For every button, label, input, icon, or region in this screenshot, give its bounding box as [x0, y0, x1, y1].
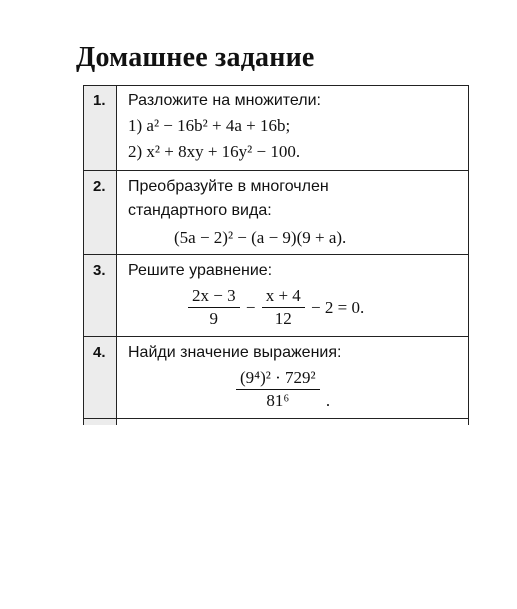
equation [188, 286, 366, 329]
task-instruction: стандартного вида: [128, 202, 272, 219]
task-item: 2) x² + 8xy + 16y² − 100. [128, 142, 301, 161]
task-number: 2. [93, 178, 106, 195]
numerator: (9⁴)² · 729² [236, 368, 320, 390]
task-table [83, 85, 469, 425]
task-instruction: Разложите на множители: [128, 92, 321, 109]
page-title: Домашнее задание [76, 42, 315, 73]
task-number: 3. [93, 262, 106, 279]
fraction [262, 286, 305, 329]
task-instruction: Преобразуйте в многочлен [128, 178, 329, 195]
denominator: 9 [209, 309, 219, 328]
task-instruction: Решите уравнение: [128, 262, 273, 279]
task-instruction: Найди значение выражения: [128, 344, 342, 361]
fraction [236, 368, 320, 411]
task-number: 4. [93, 344, 106, 361]
numerator: 2x − 3 [188, 286, 240, 308]
row-divider [84, 254, 468, 255]
row-divider [84, 418, 468, 419]
numerator: x + 4 [262, 286, 305, 308]
denominator: 12 [274, 309, 292, 328]
row-divider [84, 336, 468, 337]
task-number: 1. [93, 92, 106, 109]
fraction [188, 286, 240, 329]
task-item: 1) a² − 16b² + 4a + 16b; [128, 116, 291, 135]
expression-tail: . [325, 391, 331, 410]
equation-tail: − 2 = 0. [311, 297, 365, 317]
number-column [84, 86, 117, 425]
denominator: 81⁶ [266, 391, 290, 410]
expression [236, 368, 332, 411]
row-divider [84, 170, 468, 171]
task-expression: (5a − 2)² − (a − 9)(9 + a). [174, 228, 347, 247]
minus-sign: − [245, 297, 256, 317]
